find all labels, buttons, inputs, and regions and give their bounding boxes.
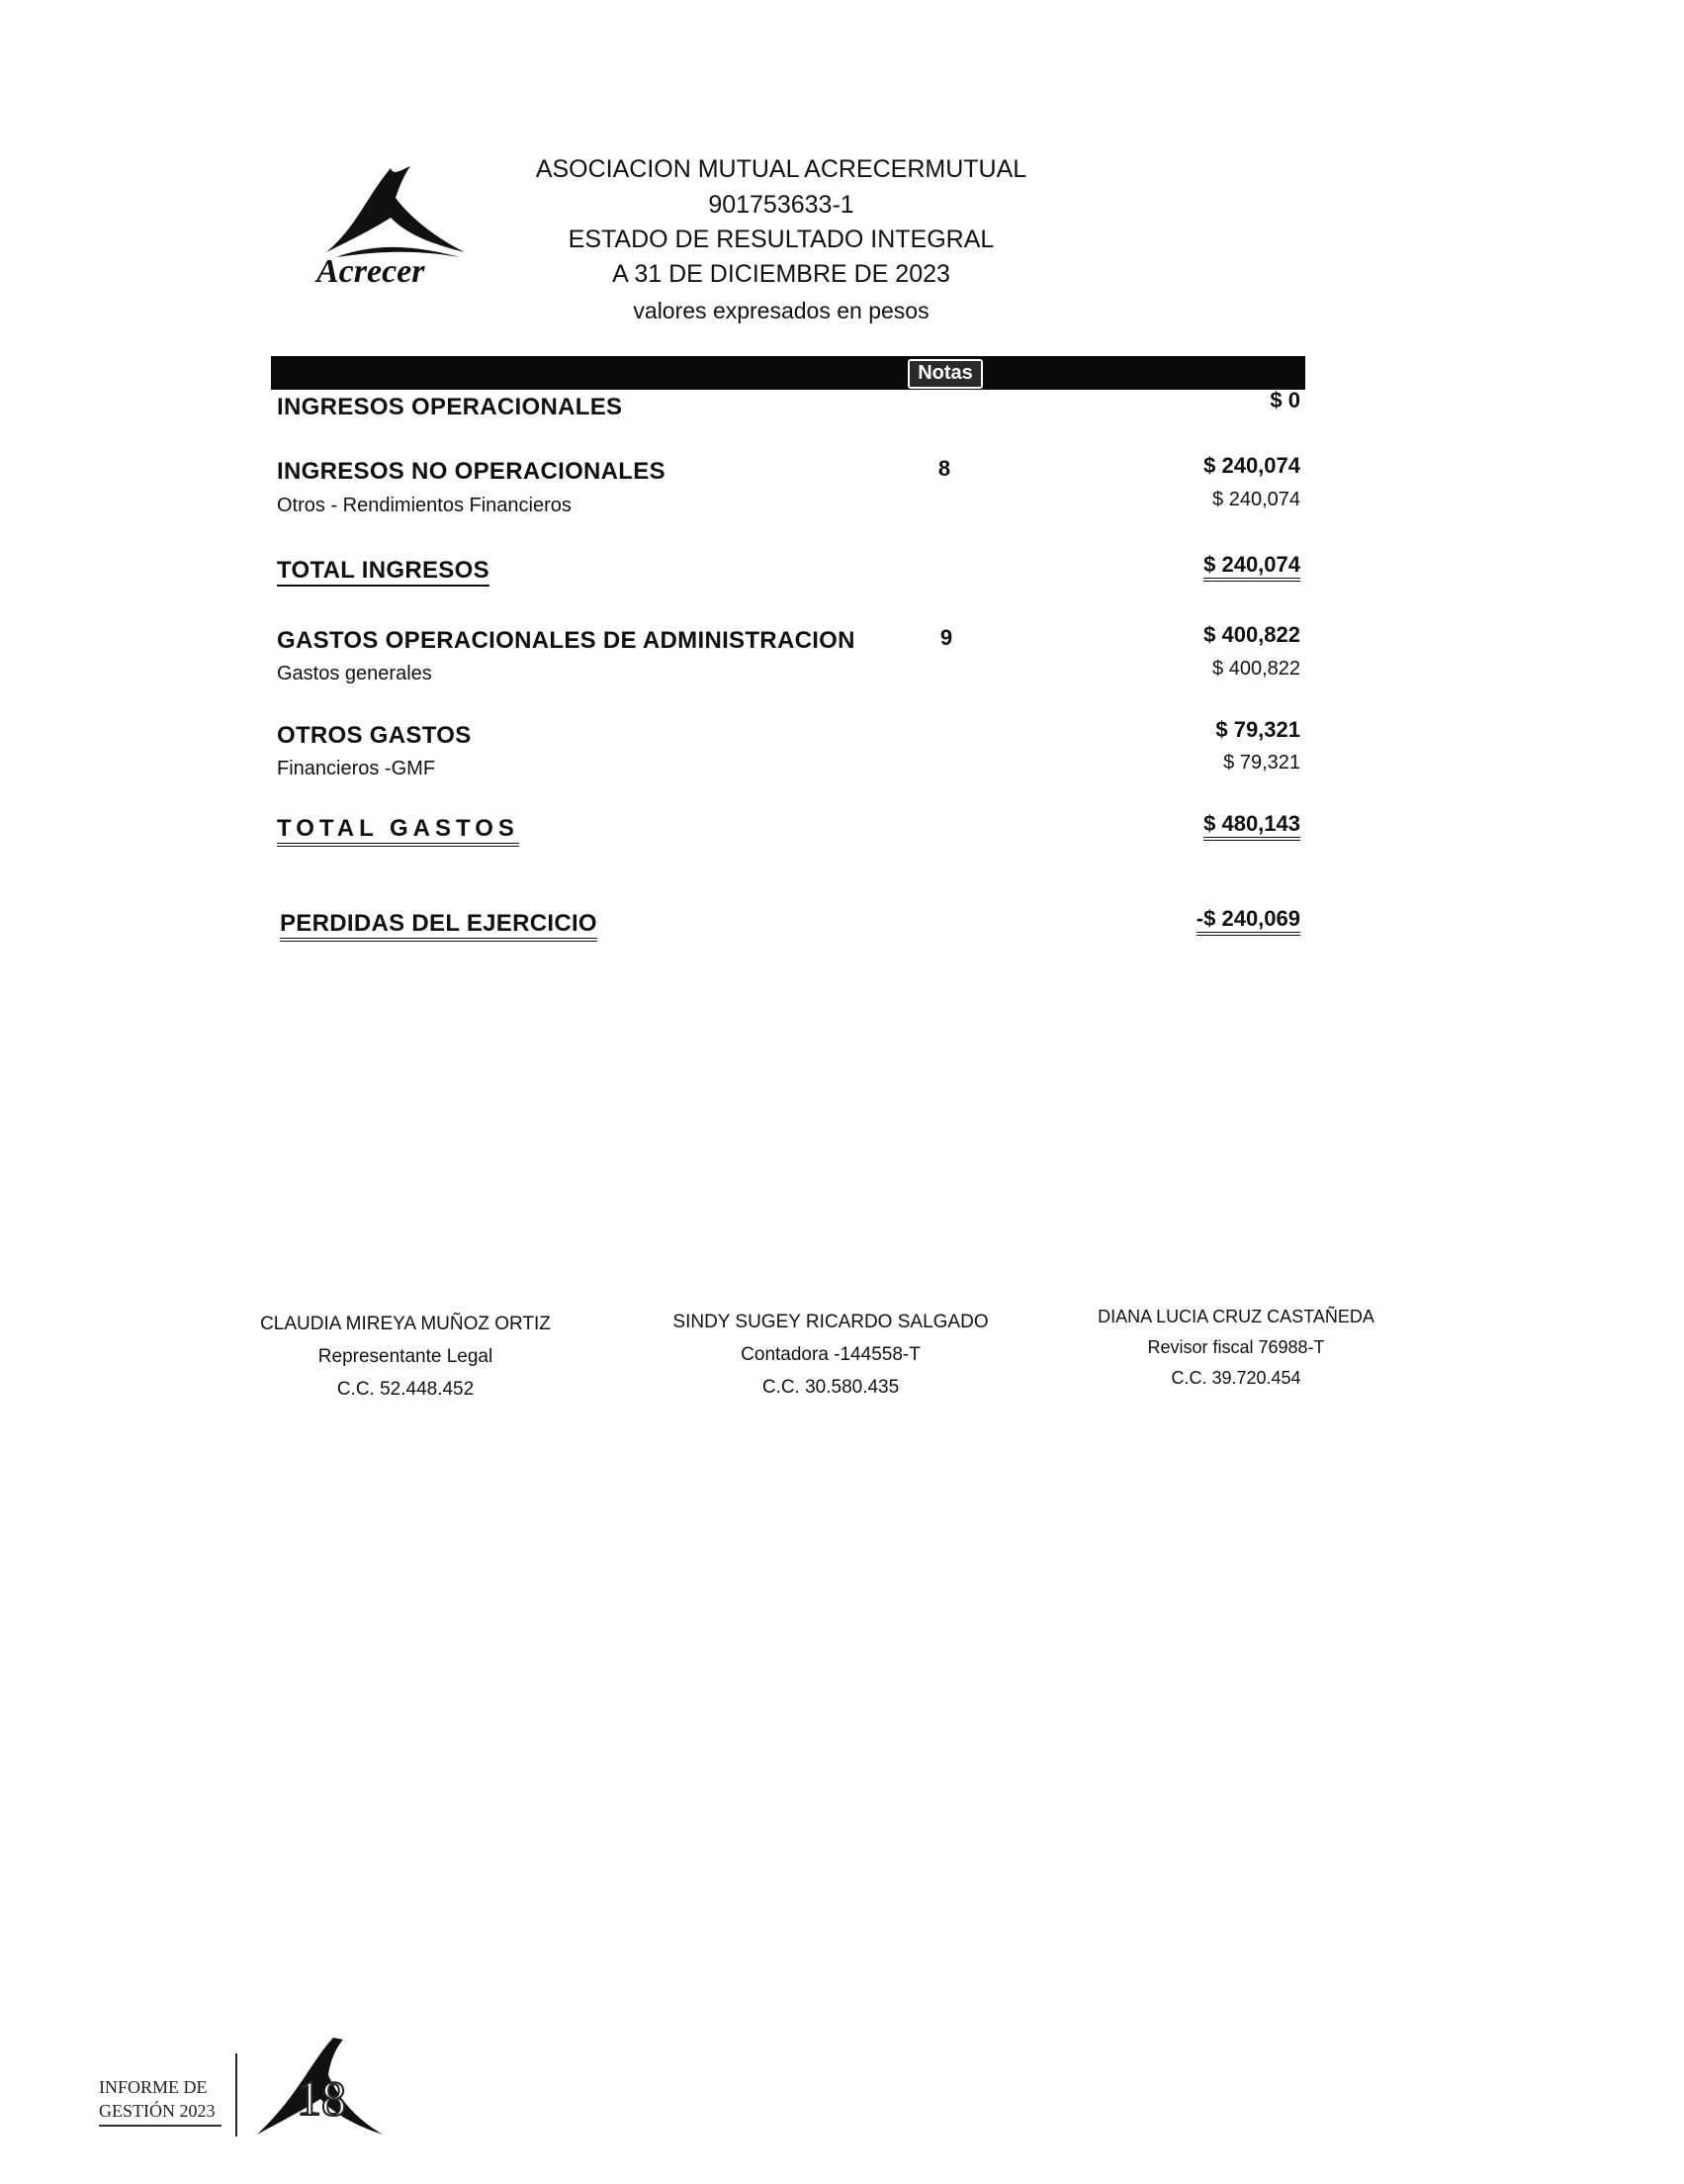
signatory-role: Contadora -144558-T xyxy=(741,1344,921,1365)
footer-underline xyxy=(99,2125,222,2127)
footer-line-1: INFORME DE xyxy=(99,2077,208,2097)
footer-line-2: GESTIÓN 2023 xyxy=(99,2101,216,2121)
footer-report-title xyxy=(99,2075,216,2123)
ingresos-operacionales-label: INGRESOS OPERACIONALES xyxy=(277,394,623,420)
financieros-gmf-label: Financieros -GMF xyxy=(277,758,436,779)
units-note: valores expresados en pesos xyxy=(633,298,930,323)
rendimientos-financieros-label: Otros - Rendimientos Financieros xyxy=(277,495,572,516)
table-header-band xyxy=(271,356,1305,390)
signatory-id: C.C. 52.448.452 xyxy=(336,1379,475,1400)
otros-gastos-label: OTROS GASTOS xyxy=(277,722,472,749)
gastos-operacionales-note: 9 xyxy=(939,625,953,650)
signatory-name: DIANA LUCIA CRUZ CASTAÑEDA xyxy=(1098,1307,1374,1326)
ingresos-operacionales-amount: $ 0 xyxy=(1270,388,1300,412)
signatory-name: SINDY SUGEY RICARDO SALGADO xyxy=(672,1312,989,1332)
gastos-generales-label: Gastos generales xyxy=(277,663,432,684)
signatory-id: C.C. 39.720.454 xyxy=(1171,1368,1301,1388)
signatory-id: C.C. 30.580.435 xyxy=(761,1377,900,1398)
financieros-gmf-amount: $ 79,321 xyxy=(1223,752,1300,774)
gastos-operacionales-amount: $ 400,822 xyxy=(1203,622,1300,647)
statement-date: A 31 DE DICIEMBRE DE 2023 xyxy=(612,260,950,288)
signatory-name: CLAUDIA MIREYA MUÑOZ ORTIZ xyxy=(260,1314,551,1334)
ingresos-no-operacionales-note: 8 xyxy=(937,456,951,481)
gastos-generales-amount: $ 400,822 xyxy=(1212,658,1300,680)
footer-divider xyxy=(235,2053,237,2137)
otros-gastos-amount: $ 79,321 xyxy=(1215,717,1300,742)
signatory-legal-rep xyxy=(227,1308,583,1406)
gastos-operacionales-label: GASTOS OPERACIONALES DE ADMINISTRACION xyxy=(277,627,855,654)
perdidas-label: PERDIDAS DEL EJERCICIO xyxy=(280,910,597,942)
rendimientos-financieros-amount: $ 240,074 xyxy=(1212,489,1300,510)
statement-title: ESTADO DE RESULTADO INTEGRAL xyxy=(568,226,995,253)
signatory-role: Representante Legal xyxy=(317,1346,493,1367)
ingresos-no-operacionales-amount: $ 240,074 xyxy=(1203,453,1300,478)
signatory-role: Revisor fiscal 76988-T xyxy=(1147,1337,1325,1357)
total-ingresos-amount: $ 240,074 xyxy=(1203,552,1300,582)
notes-column-header: Notas xyxy=(908,359,983,389)
signatory-accountant xyxy=(653,1306,1009,1404)
logo-wordmark: Acrecer xyxy=(316,253,425,290)
page-number: 18 xyxy=(297,2070,346,2126)
signatory-fiscal-auditor xyxy=(1058,1302,1414,1394)
total-gastos-amount: $ 480,143 xyxy=(1203,811,1300,841)
ingresos-no-operacionales-label: INGRESOS NO OPERACIONALES xyxy=(277,458,665,485)
org-name: ASOCIACION MUTUAL ACRECERMUTUAL xyxy=(535,155,1027,183)
total-ingresos-label: TOTAL INGRESOS xyxy=(277,557,489,587)
org-nit: 901753633-1 xyxy=(708,191,854,219)
perdidas-amount: -$ 240,069 xyxy=(1197,906,1300,936)
total-gastos-label: TOTAL GASTOS xyxy=(277,815,519,847)
